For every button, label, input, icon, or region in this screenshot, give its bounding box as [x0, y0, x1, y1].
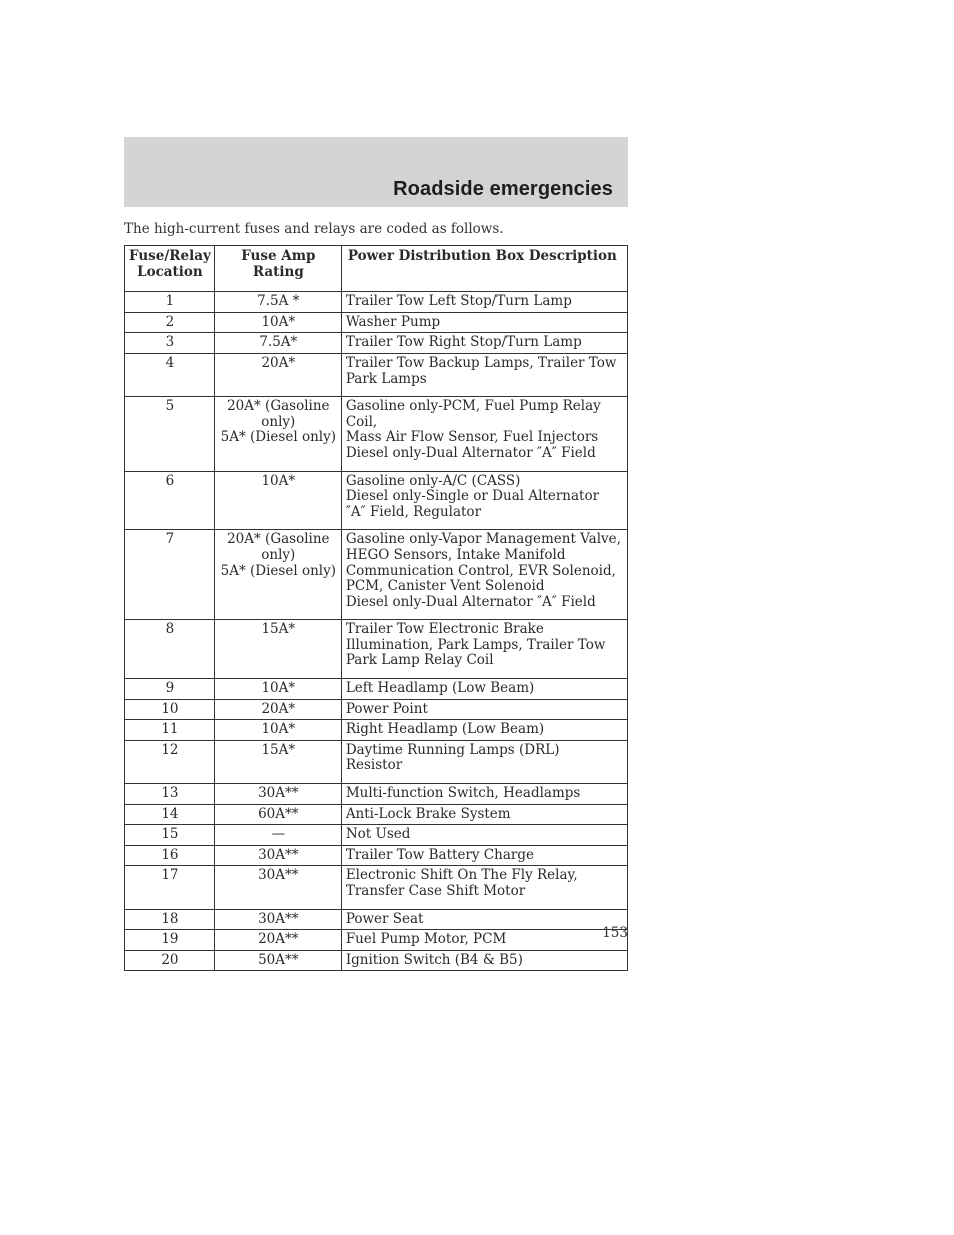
description-line: Trailer Tow Backup Lamps, Trailer Tow — [345, 354, 617, 371]
description-line: Ignition Switch (B4 & B5) — [345, 951, 523, 968]
intro-text: The high-current fuses and relays are coded as follows. — [124, 221, 504, 237]
fuse-description-cell — [341, 740, 627, 783]
rating-line: — — [271, 826, 286, 843]
fuse-rating-cell — [214, 825, 341, 846]
fuse-description-cell — [341, 397, 627, 471]
description-line: Park Lamps — [345, 370, 427, 387]
table-row — [125, 784, 628, 805]
rating-line: only) — [261, 546, 296, 563]
fuse-description-cell — [341, 530, 627, 620]
fuse-description-cell — [341, 620, 627, 679]
fuse-location-cell: 15 — [125, 825, 215, 846]
fuse-description-cell — [341, 679, 627, 700]
description-line: ″A″ Field, Regulator — [345, 503, 482, 520]
fuse-description-cell — [341, 784, 627, 805]
description-line: Anti-Lock Brake System — [345, 805, 511, 822]
rating-line: 20A* — [261, 354, 296, 371]
description-line: Right Headlamp (Low Beam) — [345, 721, 545, 738]
description-line: Fuel Pump Motor, PCM — [345, 931, 507, 948]
description-line: Diesel only-Single or Dual Alternator — [345, 488, 600, 505]
fuse-description-cell — [341, 909, 627, 930]
rating-line: 20A** — [258, 931, 299, 948]
rating-line: 7.5A* — [259, 334, 298, 351]
fuse-description-cell — [341, 353, 627, 396]
header-fuse-amp-rating — [214, 246, 341, 292]
rating-line: 5A* (Diesel only) — [220, 562, 336, 579]
table-row — [125, 950, 628, 971]
description-line: HEGO Sensors, Intake Manifold — [345, 546, 566, 563]
header-line: Location — [137, 263, 203, 280]
rating-line: 15A* — [261, 741, 296, 758]
fuse-rating-cell — [214, 784, 341, 805]
description-line: Mass Air Flow Sensor, Fuel Injectors — [345, 429, 599, 446]
table-row — [125, 620, 628, 679]
fuse-location-cell: 20 — [125, 950, 215, 971]
rating-line: 10A* — [261, 472, 296, 489]
page-number: 153 — [602, 925, 628, 941]
fuse-rating-cell — [214, 292, 341, 313]
rating-line: 10A* — [261, 313, 296, 330]
fuse-location-cell: 18 — [125, 909, 215, 930]
table-row — [125, 866, 628, 909]
fuse-location-cell: 4 — [125, 353, 215, 396]
table-row — [125, 333, 628, 354]
table-row — [125, 699, 628, 720]
fuse-location-cell: 7 — [125, 530, 215, 620]
description-line: Gasoline only-A/C (CASS) — [345, 472, 521, 489]
table-row — [125, 909, 628, 930]
description-line: Trailer Tow Electronic Brake — [345, 621, 544, 638]
description-line: Diesel only-Dual Alternator ″A″ Field — [345, 444, 596, 461]
fuse-rating-cell — [214, 471, 341, 530]
fuse-description-cell — [341, 720, 627, 741]
description-line: Power Seat — [345, 910, 424, 927]
description-line: Communication Control, EVR Solenoid, — [345, 562, 616, 579]
fuse-location-cell: 13 — [125, 784, 215, 805]
fuse-location-cell: 10 — [125, 699, 215, 720]
rating-line: 30A** — [258, 846, 299, 863]
fuse-description-cell — [341, 292, 627, 313]
header-fuse-relay-location — [125, 246, 215, 292]
header-line: Rating — [252, 263, 304, 280]
fuse-rating-cell — [214, 804, 341, 825]
rating-line: 30A** — [258, 867, 299, 884]
table-row — [125, 397, 628, 471]
rating-line: 30A** — [258, 785, 299, 802]
description-line: Left Headlamp (Low Beam) — [345, 680, 535, 697]
table-row — [125, 930, 628, 951]
fuse-location-cell: 12 — [125, 740, 215, 783]
table-row — [125, 825, 628, 846]
fuse-rating-cell — [214, 312, 341, 333]
fuse-location-cell: 2 — [125, 312, 215, 333]
description-line: Electronic Shift On The Fly Relay, — [345, 867, 578, 884]
description-line: Multi-function Switch, Headlamps — [345, 785, 581, 802]
fuse-location-cell: 17 — [125, 866, 215, 909]
description-line: Daytime Running Lamps (DRL) — [345, 741, 560, 758]
rating-line: 50A** — [258, 951, 299, 968]
description-line: Gasoline only-Vapor Management Valve, — [345, 531, 621, 548]
description-line: Park Lamp Relay Coil — [345, 652, 494, 669]
rating-line: 5A* (Diesel only) — [220, 429, 336, 446]
table-row — [125, 353, 628, 396]
fuse-rating-cell — [214, 740, 341, 783]
fuse-rating-cell — [214, 699, 341, 720]
fuse-rating-cell — [214, 530, 341, 620]
description-line: PCM, Canister Vent Solenoid — [345, 578, 545, 595]
fuse-description-cell — [341, 866, 627, 909]
description-line: Power Point — [345, 700, 428, 717]
fuse-location-cell: 19 — [125, 930, 215, 951]
fuse-description-cell — [341, 930, 627, 951]
description-line: Resistor — [345, 757, 403, 774]
fuse-rating-cell — [214, 909, 341, 930]
table-row — [125, 679, 628, 700]
fuse-description-cell — [341, 825, 627, 846]
table-row — [125, 292, 628, 313]
header-line: Fuse/Relay — [129, 248, 211, 264]
fuse-description-cell — [341, 950, 627, 971]
fuse-description-cell — [341, 312, 627, 333]
rating-line: only) — [261, 413, 296, 430]
header-line: Power Distribution Box Description — [347, 248, 617, 264]
rating-line: 60A** — [258, 805, 299, 822]
rating-line: 7.5A * — [257, 293, 300, 310]
rating-line: 20A* (Gasoline — [227, 398, 330, 415]
fuse-rating-cell — [214, 950, 341, 971]
rating-line: 20A* (Gasoline — [227, 531, 330, 548]
header-description — [341, 246, 627, 292]
fuse-rating-cell — [214, 930, 341, 951]
fuse-rating-cell — [214, 620, 341, 679]
fuse-rating-cell — [214, 679, 341, 700]
description-line: Transfer Case Shift Motor — [345, 883, 526, 899]
section-header — [124, 137, 628, 207]
fuse-location-cell: 5 — [125, 397, 215, 471]
table-row — [125, 845, 628, 866]
fuse-rating-cell — [214, 720, 341, 741]
description-line: Not Used — [345, 826, 411, 843]
fuse-description-cell — [341, 699, 627, 720]
rating-line: 10A* — [261, 721, 296, 738]
fuse-location-cell: 1 — [125, 292, 215, 313]
fuse-table — [124, 245, 628, 971]
description-line: Illumination, Park Lamps, Trailer Tow — [345, 636, 606, 653]
table-row — [125, 471, 628, 530]
fuse-location-cell: 16 — [125, 845, 215, 866]
fuse-location-cell: 9 — [125, 679, 215, 700]
description-line: Trailer Tow Battery Charge — [345, 846, 534, 863]
fuse-rating-cell — [214, 397, 341, 471]
fuse-description-cell — [341, 471, 627, 530]
description-line: Trailer Tow Right Stop/Turn Lamp — [345, 334, 582, 351]
description-line: Trailer Tow Left Stop/Turn Lamp — [345, 293, 572, 310]
fuse-location-cell: 11 — [125, 720, 215, 741]
rating-line: 15A* — [261, 621, 296, 638]
table-row — [125, 530, 628, 620]
fuse-description-cell — [341, 333, 627, 354]
fuse-rating-cell — [214, 333, 341, 354]
header-line: Fuse Amp — [241, 248, 316, 264]
description-line: Diesel only-Dual Alternator ″A″ Field — [345, 593, 596, 610]
fuse-location-cell: 14 — [125, 804, 215, 825]
rating-line: 20A* — [261, 700, 296, 717]
table-row — [125, 720, 628, 741]
table-row — [125, 740, 628, 783]
description-line: Washer Pump — [345, 313, 441, 330]
table-header — [125, 246, 628, 292]
description-line: Gasoline only-PCM, Fuel Pump Relay Coil, — [345, 398, 601, 430]
fuse-location-cell: 6 — [125, 471, 215, 530]
table-row — [125, 804, 628, 825]
fuse-description-cell — [341, 804, 627, 825]
table-body — [125, 292, 628, 971]
fuse-location-cell: 3 — [125, 333, 215, 354]
fuse-location-cell: 8 — [125, 620, 215, 679]
fuse-rating-cell — [214, 866, 341, 909]
table-header-row — [125, 246, 628, 292]
table-row — [125, 312, 628, 333]
fuse-rating-cell — [214, 845, 341, 866]
section-title: Roadside emergencies — [393, 178, 613, 200]
rating-line: 10A* — [261, 680, 296, 697]
fuse-rating-cell — [214, 353, 341, 396]
fuse-description-cell — [341, 845, 627, 866]
rating-line: 30A** — [258, 910, 299, 927]
